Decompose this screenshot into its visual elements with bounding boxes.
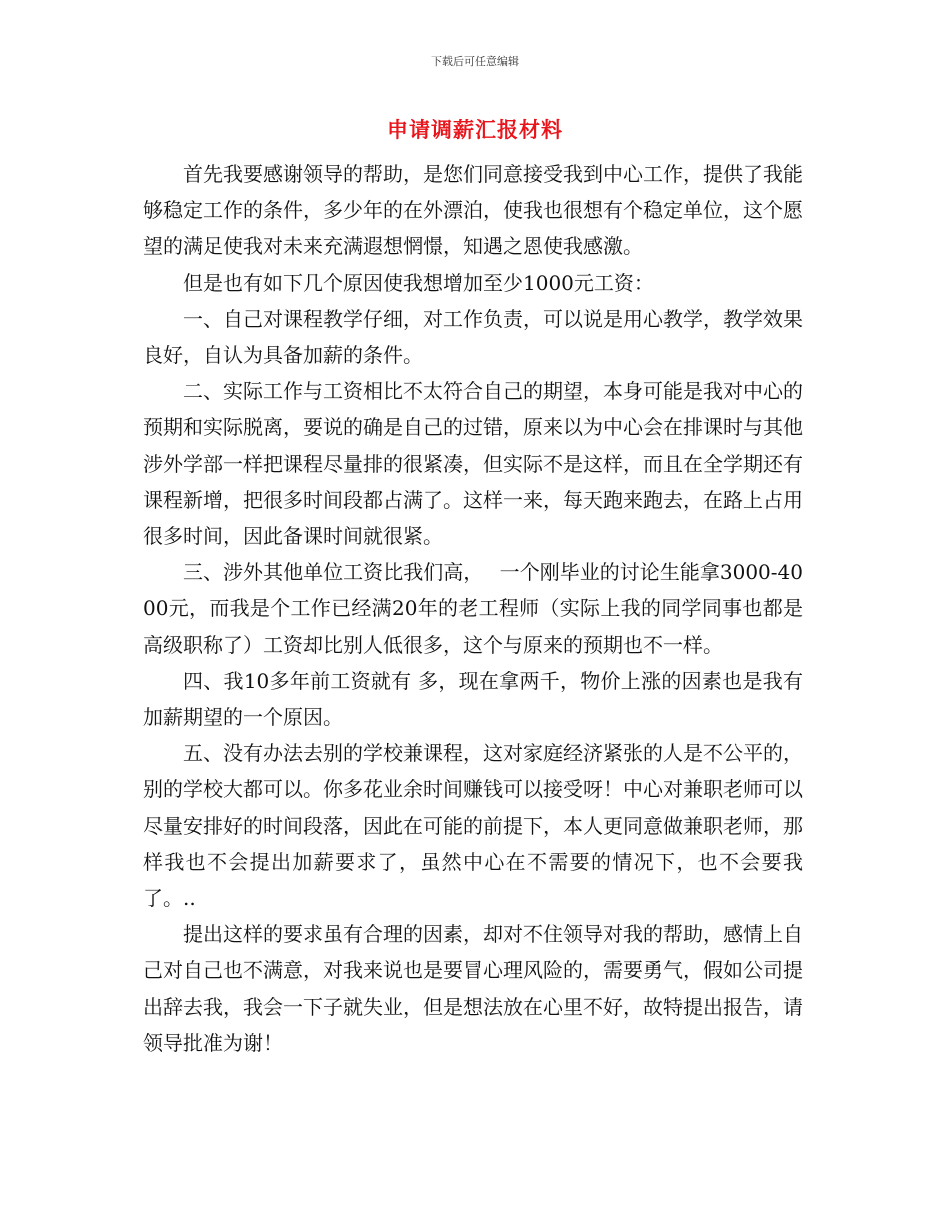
document-body (143, 156, 803, 1061)
document-title: 申请调薪汇报材料 (387, 117, 563, 142)
paragraph-reason-3: 三、涉外其他单位工资比我们高， 一个刚毕业的讨论生能拿3000-4000元，而我是个工作已经满20年的老工程师（实际上我的同学同事也都是高级职称了）工资却比别人低很多，这个与原来的预期也不一样。 (143, 560, 803, 657)
paragraph-intro: 首先我要感谢领导的帮助，是您们同意接受我到中心工作，提供了我能够稳定工作的条件，多少年的在外漂泊，使我也很想有个稳定单位，这个愿望的满足使我对未来充满遐想惘憬，知遇之恩使我感激。 (143, 162, 803, 259)
paragraph-closing: 提出这样的要求虽有合理的因素，却对不住领导对我的帮助，感情上自己对自己也不满意，对我来说也是要冒心理风险的，需要勇气，假如公司提出辞去我，我会一下子就失业，但是想法放在心里不好，故特提出报告，请领导批准为谢！ (143, 922, 803, 1055)
paragraph-reason-1: 一、自己对课程教学仔细，对工作负责，可以说是用心教学，教学效果良好，自认为具备加薪的条件。 (143, 306, 803, 368)
paragraph-reason-2: 二、实际工作与工资相比不太符合自己的期望，本身可能是我对中心的预期和实际脱离，要说的确是自己的过错，原来以为中心会在排课时与其他涉外学部一样把课程尽量排的很紧凑，但实际不是这样，而且在全学期还有课程新增，把很多时间段都占满了。这样一来，每天跑来跑去，在路上占用很多时间，因此备课时间就很紧。 (143, 379, 803, 549)
header-note: 下载后可任意编辑 (431, 55, 519, 68)
paragraph-reason-5: 五、没有办法去别的学校兼课程，这对家庭经济紧张的人是不公平的，别的学校大都可以。你多花业余时间赚钱可以接受呀！中心对兼职老师可以尽量安排好的时间段落，因此在可能的前提下，本人更同意做兼职老师，那样我也不会提出加薪要求了，虽然中心在不需要的情况下，也不会要我了。.. (143, 741, 803, 911)
paragraph-reasons-lead: 但是也有如下几个原因使我想增加至少1000元工资： (183, 270, 654, 295)
paragraph-reason-4: 四、我10多年前工资就有 多，现在拿两千，物价上涨的因素也是我有加薪期望的一个原因。 (143, 668, 803, 730)
